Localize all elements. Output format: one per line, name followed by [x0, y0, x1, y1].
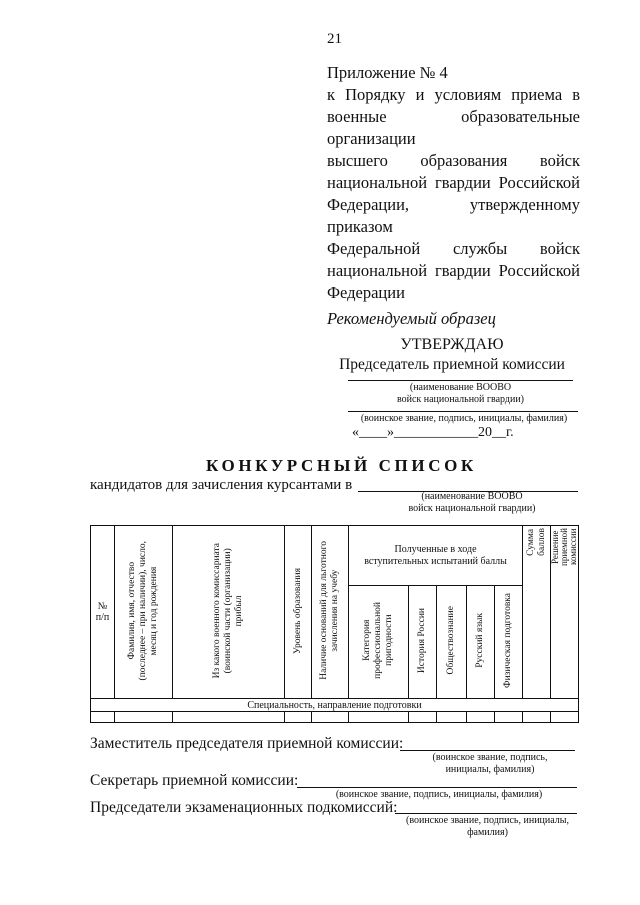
chairs-label: Председатели экзаменационных подкомиссий:: [90, 799, 398, 816]
secretary-label: Секретарь приемной комиссии:: [90, 772, 299, 789]
col-name: [115, 526, 173, 699]
exam-col-label: Русский язык: [475, 613, 485, 668]
appendix-line: национальной гвардии Российской: [327, 173, 580, 192]
exam-col-russian: [467, 586, 495, 699]
org-line: [348, 380, 573, 381]
exam-col-category: [349, 586, 409, 699]
table-cell: [409, 712, 437, 723]
org-hint-line: войск национальной гвардии): [396, 394, 525, 405]
table-row: [91, 712, 579, 723]
table-cell: [115, 712, 173, 723]
approve-heading: УТВЕРЖДАЮ: [400, 336, 504, 353]
secretary-hint: (воинское звание, подпись, инициалы, фамилия): [335, 789, 543, 800]
list-heading: КОНКУРСНЫЙ СПИСОК: [206, 456, 477, 475]
col-benefit-label: Наличие оснований для льготного зачисления на учебу: [319, 541, 340, 680]
table-cell: [523, 712, 551, 723]
chair-title: Председатель приемной комиссии: [339, 356, 565, 373]
competition-table: [90, 525, 579, 723]
sample-label: Рекомендуемый образец: [327, 309, 496, 328]
candidates-text: кандидатов для зачисления курсантами в: [90, 477, 353, 493]
appendix-line: национальной гвардии Российской: [327, 261, 580, 280]
exam-col-label: Физическая подготовка: [503, 593, 514, 688]
table-cell: [349, 712, 409, 723]
col-exams-label: Полученные в ходе вступительных испытаний баллы: [364, 543, 507, 567]
table-cell: [551, 712, 579, 723]
exam-col-physical: [495, 586, 523, 699]
deputy-line: [400, 750, 575, 751]
appendix-title: Приложение № 4: [327, 63, 448, 82]
table-cell: [467, 712, 495, 723]
col-education: [285, 526, 312, 699]
secretary-line: [297, 787, 577, 788]
appendix-line: высшего образования войск: [327, 151, 580, 170]
deputy-hint-line: инициалы, фамилия): [445, 764, 535, 775]
org-hint-line: (наименование ВООВО: [409, 382, 512, 393]
exam-col-label: История России: [417, 607, 427, 674]
org-hint: [348, 382, 573, 406]
col-benefit: [312, 526, 349, 699]
page-number: 21: [327, 31, 342, 47]
exam-col-history: [409, 586, 437, 699]
col-name-label: Фамилия, имя, отчество (последнее – при наличии), число, месяц и год рождения: [127, 540, 159, 681]
table-cell: [437, 712, 467, 723]
chairs-hint-line: фамилия): [467, 827, 508, 838]
appendix-line: Федерации: [327, 283, 405, 302]
table-cell: [285, 712, 312, 723]
chairs-hint-line: (воинское звание, подпись, инициалы,: [405, 815, 569, 826]
candidates-hint-line: войск национальной гвардии): [408, 503, 536, 514]
exam-col-social: [437, 586, 467, 699]
deputy-hint: [405, 752, 575, 776]
table-cell: [495, 712, 523, 723]
appendix-line: к Порядку и условиям приема в: [327, 85, 580, 104]
col-from: [173, 526, 285, 699]
deputy-hint-line: (воинское звание, подпись,: [432, 752, 548, 763]
col-decision: [551, 526, 579, 699]
col-education-label: Уровень образования: [292, 567, 303, 654]
appendix-line: Федеральной службы войск: [327, 239, 580, 258]
sign-hint: (воинское звание, подпись, инициалы, фамилия): [360, 413, 568, 424]
col-sum-label: Сумма баллов: [525, 528, 547, 556]
chairs-line: [395, 813, 577, 814]
col-decision-label: Решение приемной комиссии: [550, 528, 579, 566]
col-number: [91, 526, 115, 699]
col-number-label: № п/п: [95, 601, 110, 623]
table-cell: [312, 712, 349, 723]
appendix-line: Федерации, утвержденному приказом: [327, 195, 580, 236]
table-cell: [173, 712, 285, 723]
col-sum: [523, 526, 551, 699]
col-from-label: Из какого военного комиссариата (воинской части (организации) прибыл: [212, 542, 244, 679]
appendix-line: военные образовательные организации: [327, 107, 580, 148]
specialty-row: Специальность, направление подготовки: [91, 699, 579, 712]
col-exams: [349, 526, 523, 586]
table-cell: [91, 712, 115, 723]
exam-col-label: Категория профессиональной пригодности: [362, 602, 394, 679]
chairs-hint: [395, 815, 580, 839]
exam-col-label: Обществознание: [446, 606, 456, 675]
candidates-hint: [372, 491, 572, 515]
approval-date: «____»____________20__г.: [352, 425, 514, 440]
sign-line: [348, 411, 578, 412]
deputy-label: Заместитель председателя приемной комиссии:: [90, 735, 404, 752]
appendix-text: [327, 84, 580, 304]
candidates-hint-line: (наименование ВООВО: [421, 491, 523, 502]
